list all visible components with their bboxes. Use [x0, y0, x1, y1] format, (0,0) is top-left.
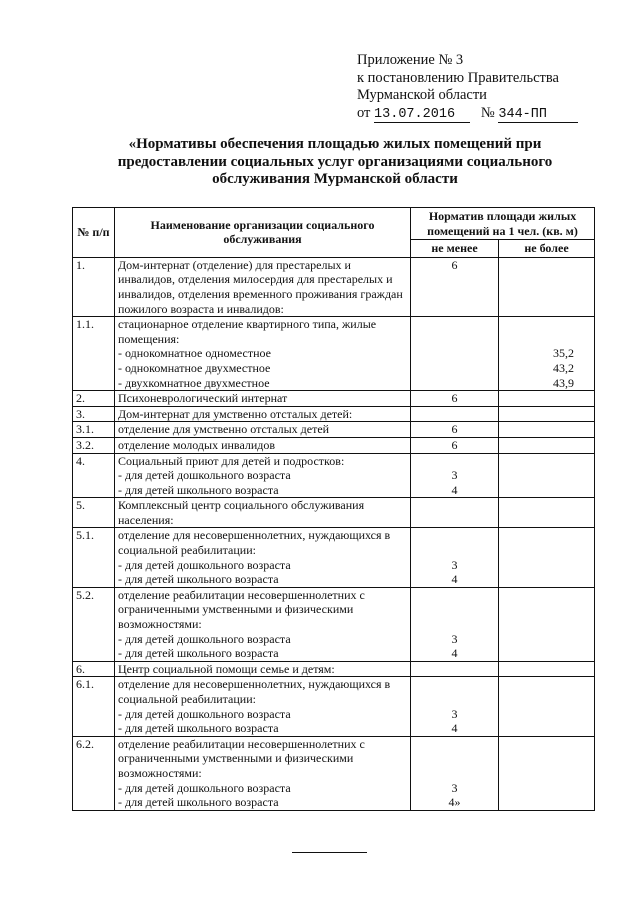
appendix-date-number: [357, 105, 627, 123]
row-name: [115, 422, 411, 438]
table-row: [73, 587, 595, 661]
row-min: [411, 391, 499, 407]
row-max: [499, 437, 595, 453]
row-number: 5.2.: [73, 587, 115, 661]
row-min-value: [414, 543, 495, 558]
row-name-line: отделение для несовершеннолетних, нуждающихся в социальной реабилитации:: [118, 528, 391, 558]
row-min-value: [414, 454, 495, 469]
row-min-value: [414, 588, 495, 603]
row-min-value: 3: [451, 780, 458, 795]
row-min-value: [414, 692, 495, 707]
row-max-value: [502, 332, 574, 347]
row-min: [411, 437, 499, 453]
table-row: [73, 437, 595, 453]
row-number: 3.2.: [73, 437, 115, 453]
row-number: 4.: [73, 453, 115, 498]
table-row: [73, 391, 595, 407]
row-name: [115, 677, 411, 736]
row-min-value: 3: [451, 706, 458, 721]
resolution-date: 13.07.2016: [374, 107, 470, 123]
row-max: [499, 257, 595, 316]
table-body: [73, 257, 595, 810]
row-name-line: отделение молодых инвалидов: [118, 437, 276, 452]
row-max: [499, 317, 595, 391]
norms-table: [72, 207, 595, 811]
row-max: [499, 661, 595, 677]
row-min-value: [414, 766, 495, 781]
row-min-value: [414, 617, 495, 632]
row-number: 5.1.: [73, 528, 115, 587]
row-number: 6.1.: [73, 677, 115, 736]
row-max-value: 43,2: [553, 360, 574, 375]
row-min-value: [414, 677, 495, 692]
row-number: 5.: [73, 498, 115, 528]
row-name: [115, 453, 411, 498]
row-max: [499, 453, 595, 498]
from-label: от: [357, 104, 371, 121]
table-row: [73, 317, 595, 391]
footer-divider: [292, 852, 367, 853]
row-min: [411, 661, 499, 677]
header-max: не более: [499, 240, 595, 258]
row-min-value: 3: [451, 468, 458, 483]
appendix-resolution: к постановлению Правительства: [357, 69, 559, 86]
row-name: [115, 437, 411, 453]
header-min: не менее: [411, 240, 499, 258]
row-name: [115, 391, 411, 407]
row-min-value: [414, 602, 495, 617]
row-min-value: [414, 528, 495, 543]
row-name-line: отделение реабилитации несовершеннолетних с ограниченными умственными и физическими возможностями:: [118, 736, 365, 780]
row-number: 2.: [73, 391, 115, 407]
table-row: [73, 422, 595, 438]
table-row: [73, 498, 595, 528]
row-name-line: Комплексный центр социального обслуживания населения:: [118, 498, 365, 527]
row-min: [411, 736, 499, 810]
row-max-value: 43,9: [553, 375, 574, 390]
row-min-value: 6: [451, 437, 458, 452]
row-max: [499, 391, 595, 407]
row-max-value: 35,2: [553, 346, 574, 361]
row-name-line: - для детей дошкольного возраста: [118, 706, 291, 721]
row-name-line: Центр социальной помощи семье и детям:: [118, 661, 335, 676]
row-max: [499, 528, 595, 587]
row-min-value: [414, 751, 495, 766]
row-min-value: 3: [451, 631, 458, 646]
row-max: [499, 498, 595, 528]
table-row: [73, 406, 595, 422]
row-min-value: 4: [451, 482, 458, 497]
table-row: [73, 661, 595, 677]
row-min-value: 4»: [448, 795, 461, 810]
row-max: [499, 587, 595, 661]
row-name-line: - для детей школьного возраста: [118, 572, 279, 587]
row-min: [411, 587, 499, 661]
row-name: [115, 587, 411, 661]
row-name-line: - для детей школьного возраста: [118, 721, 279, 736]
row-name-line: - для детей дошкольного возраста: [118, 780, 291, 795]
document-title: «Нормативы обеспечения площадью жилых помещений при предоставлении социальных услуг организациями социального обслуживания Мурманской области: [117, 136, 553, 187]
row-name-line: отделение для несовершеннолетних, нуждающихся в социальной реабилитации:: [118, 677, 391, 706]
row-name-line: Дом-интернат (отделение) для престарелых и инвалидов, отделения милосердия для престарелых и инвалидов, отделения временного проживания граждан пожилого возраста и инвалидов:: [118, 257, 403, 316]
row-min-value: 6: [451, 257, 458, 272]
row-name-line: - для детей школьного возраста: [118, 646, 279, 661]
row-min-value: 4: [451, 646, 458, 661]
table-row: [73, 528, 595, 587]
row-name-line: - для детей школьного возраста: [118, 482, 279, 497]
row-max: [499, 406, 595, 422]
row-name-line: - для детей дошкольного возраста: [118, 468, 291, 483]
row-name: [115, 528, 411, 587]
row-name-line: - для детей школьного возраста: [118, 795, 279, 810]
row-max-value: [502, 317, 574, 332]
appendix-block: [357, 52, 627, 123]
row-name-line: Социальный приют для детей и подростков:: [118, 453, 345, 468]
header-no: № п/п: [73, 208, 115, 258]
row-name: [115, 661, 411, 677]
row-name: [115, 317, 411, 391]
row-name: [115, 257, 411, 316]
row-number: 1.: [73, 257, 115, 316]
row-min: [411, 257, 499, 316]
row-number: 3.: [73, 406, 115, 422]
table-row: [73, 736, 595, 810]
row-name: [115, 736, 411, 810]
header-norm: Норматив площади жилых помещений на 1 чел. (кв. м): [411, 208, 595, 240]
row-min: [411, 677, 499, 736]
row-min-value: 6: [451, 391, 458, 406]
row-min: [411, 453, 499, 498]
row-min-value: 4: [451, 721, 458, 736]
row-name-line: - двухкомнатное двухместное: [118, 375, 270, 390]
row-number: 3.1.: [73, 422, 115, 438]
number-label: №: [480, 104, 495, 121]
row-name: [115, 406, 411, 422]
row-min: [411, 317, 499, 391]
row-name-line: - для детей дошкольного возраста: [118, 557, 291, 572]
table-header-row: [73, 208, 595, 240]
appendix-title: Приложение № 3: [357, 52, 464, 68]
row-number: 6.: [73, 661, 115, 677]
appendix-region: Мурманской области: [357, 87, 487, 103]
row-min: [411, 422, 499, 438]
row-number: 1.1.: [73, 317, 115, 391]
table-row: [73, 677, 595, 736]
row-min: [411, 498, 499, 528]
row-name-line: отделение для умственно отсталых детей: [118, 422, 330, 437]
row-name: [115, 498, 411, 528]
row-min: [411, 406, 499, 422]
row-name-line: отделение реабилитации несовершеннолетних с ограниченными умственными и физическими возможностями:: [118, 587, 365, 632]
resolution-number: 344-ПП: [498, 107, 578, 123]
header-name: Наименование организации социального обслуживания: [115, 208, 411, 258]
table-row: [73, 453, 595, 498]
table-row: [73, 257, 595, 316]
row-max: [499, 736, 595, 810]
row-min-value: [414, 737, 495, 752]
row-name-line: Дом-интернат для умственно отсталых детей:: [118, 406, 353, 421]
row-min-value: 4: [451, 572, 458, 587]
row-max: [499, 422, 595, 438]
row-max: [499, 677, 595, 736]
row-name-line: - для детей дошкольного возраста: [118, 631, 291, 646]
row-name-line: Психоневрологический интернат: [118, 391, 288, 406]
row-name-line: стационарное отделение квартирного типа, жилые помещения:: [118, 317, 377, 346]
row-name-line: - однокомнатное двухместное: [118, 360, 271, 375]
row-min-value: 6: [451, 422, 458, 437]
row-min-value: 3: [451, 557, 458, 572]
row-min: [411, 528, 499, 587]
row-name-line: - однокомнатное одноместное: [118, 346, 271, 361]
row-number: 6.2.: [73, 736, 115, 810]
